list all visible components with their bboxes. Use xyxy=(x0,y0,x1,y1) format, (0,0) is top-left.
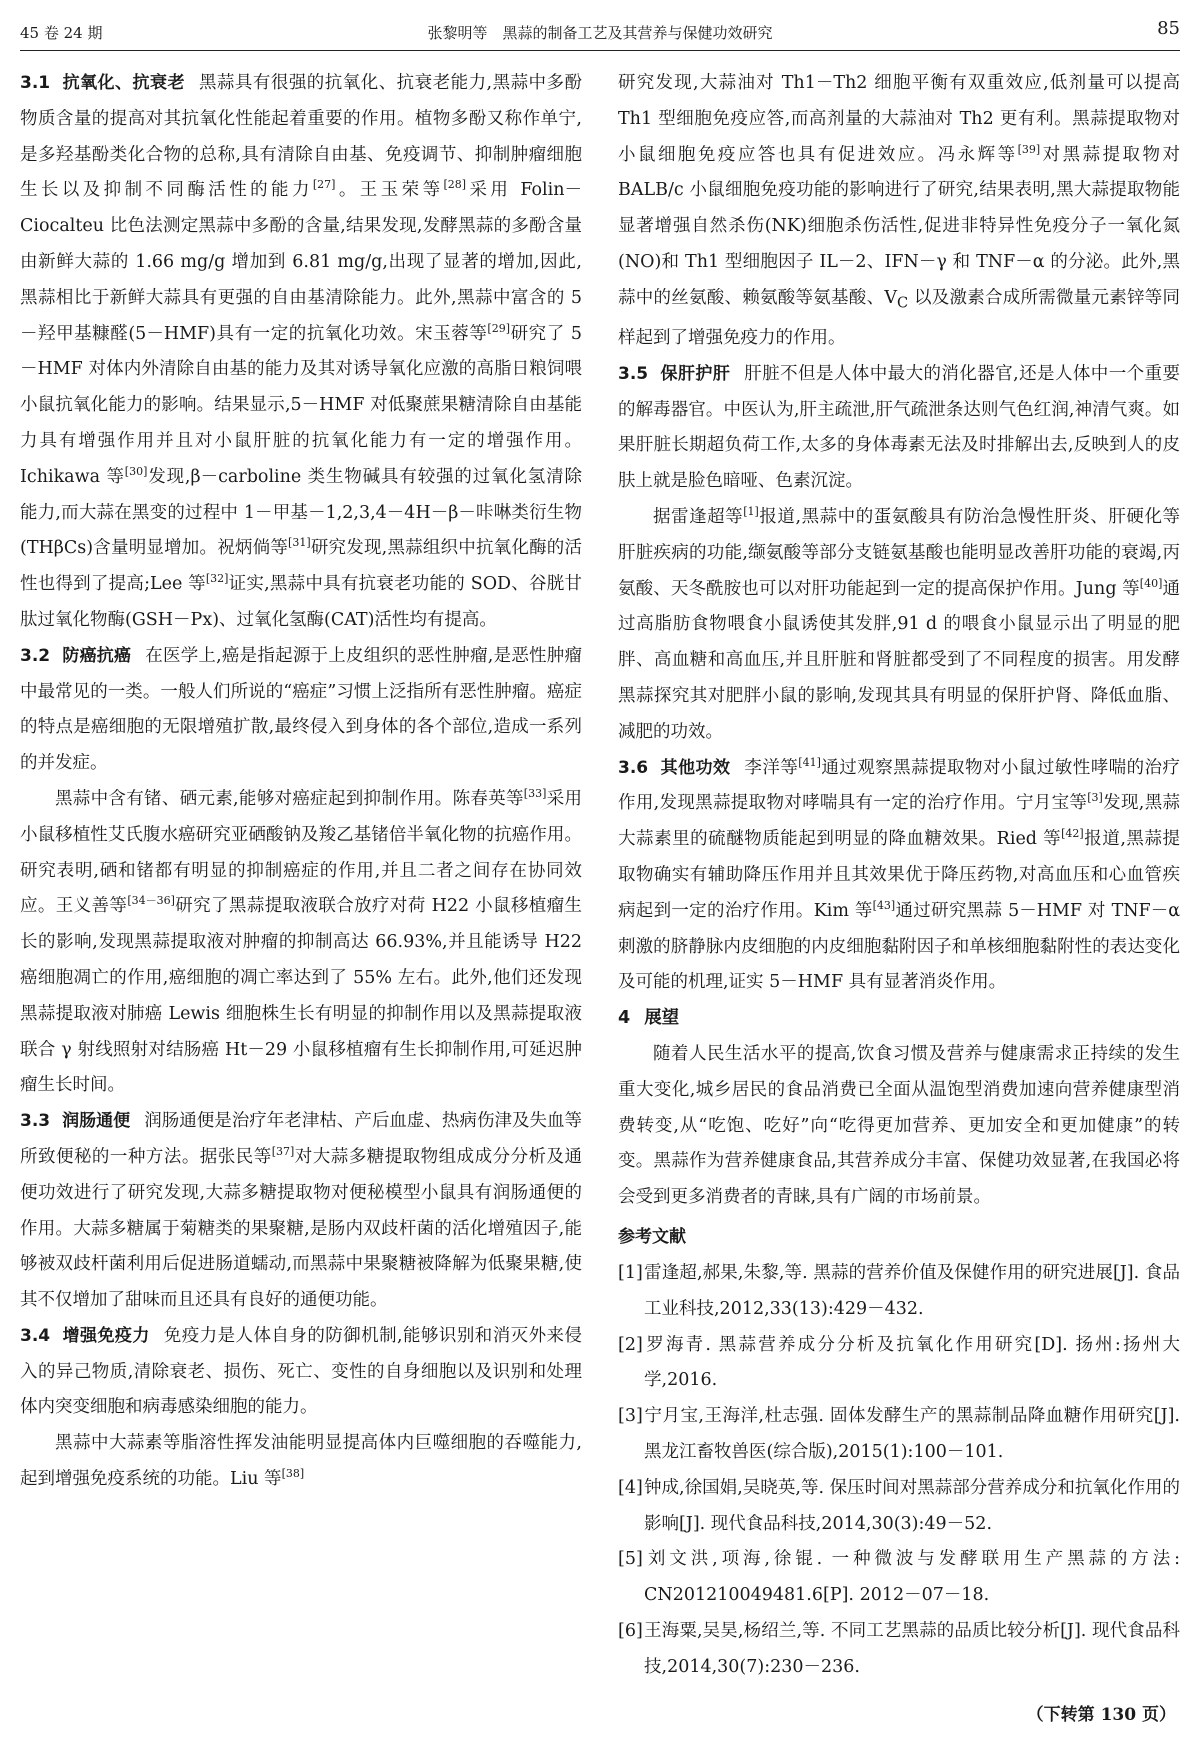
section-3-1: 3.1 抗氧化、抗衰老 黑蒜具有很强的抗氧化、抗衰老能力,黑蒜中多酚物质含量的提高对其抗氧化性能起着重要的作用。植物多酚又称作单宁,是多羟基酚类化合物的总称,具有清除自由基、免疫调节、抑制肿瘤细胞生长以及抑制不同酶活性的能力[27]。王玉荣等[28]采用 Folin－Ciocalteu 比色法测定黑蒜中多酚的含量,结果发现,发酵黑蒜的多酚含量由新鲜大蒜的 1.66 mg/g 增加到 6.81 mg/g,出现了显著的增加,因此,黑蒜相比于新鲜大蒜具有更强的自由基清除能力。此外,黑蒜中富含的 5－羟甲基糠醛(5－HMF)具有一定的抗氧化功效。宋玉蓉等[29]研究了 5－HMF 对体内外清除自由基的能力及其对诱导氧化应激的高脂日粮饲喂小鼠抗氧化能力的影响。结果显示,5－HMF 对低聚蔗果糖清除自由基能力具有增强作用并且对小鼠肝脏的抗氧化能力有一定的增强作用。Ichikawa 等[30]发现,β－carboline 类生物碱具有较强的过氧化氢清除能力,而大蒜在黑变的过程中 1－甲基－1,2,3,4－4H－β－咔啉类衍生物(THβCs)含量明显增加。祝炳倘等[31]研究发现,黑蒜组织中抗氧化酶的活性也得到了提高;Lee 等[32]证实,黑蒜中具有抗衰老功能的 SOD、谷胱甘肽过氧化物酶(GSH－Px)、过氧化氢酶(CAT)活性均有提高。 xyxy=(20,73,583,630)
paragraph: 随着人民生活水平的提高,饮食习惯及营养与健康需求正持续的发生重大变化,城乡居民的食品消费已全面从温饱型消费加速向营养健康型消费转变,从“吃饱、吃好”向“吃得更加营养、更加安全和更加健康”的转变。黑蒜作为营养健康食品,其营养成分丰富、保健功效显著,在我国必将会受到更多消费者的青睐,具有广阔的市场前景。 xyxy=(618,1044,1180,1208)
section-3-5: 3.5 保肝护肝 肝脏不但是人体中最大的消化器官,还是人体中一个重要的解毒器官。中医认为,肝主疏泄,肝气疏泄条达则气色红润,神清气爽。如果肝脏长期超负荷工作,太多的身体毒素无法及时排解出去,反映到人的皮肤上就是脸色暗哑、色素沉淀。 xyxy=(618,363,1181,492)
running-title: 张黎明等 黑蒜的制备工艺及其营养与保健功效研究 xyxy=(427,24,773,42)
reference-number: [4] xyxy=(618,1477,643,1498)
section-4-heading: 4 展望 xyxy=(618,1008,680,1029)
left-column xyxy=(20,66,582,1498)
reference-text: 罗海青. 黑蒜营养成分分析及抗氧化作用研究[D]. 扬州:扬州大学,2016. xyxy=(644,1334,1180,1391)
reference-number: [6] xyxy=(618,1620,643,1641)
section-3-6: 3.6 其他功效 李洋等[41]通过观察黑蒜提取物对小鼠过敏性哮喘的治疗作用,发现黑蒜提取物对哮喘具有一定的治疗作用。宁月宝等[3]发现,黑蒜大蒜素里的硫醚物质能起到明显的降血糖效果。Ried 等[42]报道,黑蒜提取物确实有辅助降压作用并且其效果优于降压药物,对高血压和心血管疾病起到一定的治疗作用。Kim 等[43]通过研究黑蒜 5－HMF 对 TNF－α 刺激的脐静脉内皮细胞的内皮细胞黏附因子和单核细胞黏附性的表达变化及可能的机理,证实 5－HMF 具有显著消炎作用。 xyxy=(618,755,1181,993)
citation: [27] xyxy=(312,178,336,192)
reference-text: 雷逢超,郝果,朱黎,等. 黑蒜的营养价值及保健作用的研究进展[J]. 食品工业科技,2012,33(13):429－432. xyxy=(644,1263,1180,1319)
reference-text: 钟成,徐国娟,吴晓英,等. 保压时间对黑蒜部分营养成分和抗氧化作用的影响[J]. 现代食品科技,2014,30(3):49－52. xyxy=(644,1477,1180,1534)
section-heading: 3.3 润肠通便 xyxy=(20,1111,131,1132)
citation: [30] xyxy=(124,464,148,478)
reference-list xyxy=(618,1256,1180,1686)
journal-issue: 45 卷 24 期 xyxy=(20,24,103,42)
section-heading: 3.2 防癌抗癌 xyxy=(20,645,132,666)
section-heading: 3.5 保肝护肝 xyxy=(618,363,731,384)
reference-item xyxy=(618,1399,1180,1471)
reference-text: 王海粟,吴昊,杨绍兰,等. 不同工艺黑蒜的品质比较分析[J]. 现代食品科技,2014,30(7):230－236. xyxy=(644,1620,1180,1677)
reference-number: [1] xyxy=(618,1263,643,1283)
reference-item xyxy=(618,1471,1180,1543)
right-column xyxy=(618,66,1180,1686)
citation: [3] xyxy=(1087,791,1103,805)
citation: [43] xyxy=(872,899,896,912)
section-3-4: 3.4 增强免疫力 免疫力是人体自身的防御机制,能够识别和消灭外来侵入的异己物质,清除衰老、损伤、死亡、变性的自身细胞以及识别和处理体内突变细胞和病毒感染细胞的能力。 xyxy=(20,1325,583,1418)
section-heading: 3.1 抗氧化、抗衰老 xyxy=(20,73,185,93)
reference-item xyxy=(618,1614,1180,1686)
citation: [38] xyxy=(281,1467,305,1481)
reference-item xyxy=(618,1256,1180,1328)
citation: [39] xyxy=(1017,142,1041,156)
reference-text: 宁月宝,王海洋,杜志强. 固体发酵生产的黑蒜制品降血糖作用研究[J]. 黑龙江畜牧兽医(综合版),2015(1):100－101. xyxy=(644,1406,1180,1462)
section-3-3: 3.3 润肠通便 润肠通便是治疗年老津枯、产后血虚、热病伤津及失血等所致便秘的一种方法。据张民等[37]对大蒜多糖提取物组成成分分析及通便功效进行了研究发现,大蒜多糖提取物对便秘模型小鼠具有润肠通便的作用。大蒜多糖属于菊糖类的果聚糖,是肠内双歧杆菌的活化增殖因子,能够被双歧杆菌利用后促进肠道蠕动,而黑蒜中果聚糖被降解为低聚果糖,使其不仅增加了甜味而且还具有良好的通便功能。 xyxy=(20,1111,583,1311)
page-number: 85 xyxy=(1157,18,1180,39)
citation: [40] xyxy=(1139,576,1163,590)
reference-item xyxy=(618,1542,1180,1614)
citation: [42] xyxy=(1061,827,1084,841)
section-heading: 3.4 增强免疫力 xyxy=(20,1325,150,1346)
paragraph: 据雷逢超等[1]报道,黑蒜中的蛋氨酸具有防治急慢性肝炎、肝硬化等肝脏疾病的功能,缬氨酸等部分支链氨基酸也能明显改善肝功能的衰竭,丙氨酸、天冬酰胺也可以对肝功能起到一定的提高保护作用。Jung 等[40]通过高脂肪食物喂食小鼠诱使其发胖,91 d 的喂食小鼠显示出了明显的肥胖、高血糖和高血压,并且肝脏和肾脏都受到了不同程度的损害。用发酵黑蒜探究其对肥胖小鼠的影响,发现其具有明显的保肝护肾、降低血脂、减肥的功效。 xyxy=(618,505,1181,742)
citation: [34－36] xyxy=(127,894,175,908)
citation: [41] xyxy=(798,755,821,769)
citation: [1] xyxy=(743,505,759,519)
paragraph-continued: 研究发现,大蒜油对 Th1－Th2 细胞平衡有双重效应,低剂量可以提高 Th1 型细胞免疫应答,而高剂量的大蒜油对 Th2 更有利。黑蒜提取物对小鼠细胞免疫应答也具有促进效应。冯永辉等[39]对黑蒜提取物对 BALB/c 小鼠细胞免疫功能的影响进行了研究,结果表明,黑大蒜提取物能显著增强自然杀伤(NK)细胞杀伤活性,促进非特异性免疫分子一氧化氮(NO)和 Th1 型细胞因子 IL－2、IFN－γ 和 TNF－α 的分泌。此外,黑蒜中的丝氨酸、赖氨酸等氨基酸、$V_C$ 以及激素合成所需微量元素锌等同样起到了增强免疫力的作用。 xyxy=(618,73,1181,349)
paragraph: 黑蒜中大蒜素等脂溶性挥发油能明显提高体内巨噬细胞的吞噬能力,起到增强免疫系统的功能。Liu 等[38] xyxy=(20,1433,582,1490)
paragraph: 黑蒜中含有锗、硒元素,能够对癌症起到抑制作用。陈春英等[33]采用小鼠移植性艾氏腹水癌研究亚硒酸钠及羧乙基锗倍半氧化物的抗癌作用。研究表明,硒和锗都有明显的抑制癌症的作用,并且二者之间存在协同效应。王义善等[34－36]研究了黑蒜提取液联合放疗对荷 H22 小鼠移植瘤生长的影响,发现黑蒜提取液对肿瘤的抑制高达 66.93%,并且能诱导 H22 癌细胞凋亡的作用,癌细胞的凋亡率达到了 55% 左右。此外,他们还发现黑蒜提取液对肺癌 Lewis 细胞株生长有明显的抑制作用以及黑蒜提取液联合 γ 射线照射对结肠癌 Ht－29 小鼠移植瘤有生长抑制作用,可延迟肿瘤生长时间。 xyxy=(20,787,583,1096)
continued-note: （下转第 130 页） xyxy=(1026,1705,1176,1725)
references-heading: 参考文献 xyxy=(618,1227,686,1247)
reference-text: 刘文洪,项海,徐锟. 一种微波与发酵联用生产黑蒜的方法: CN201210049481.6[P]. 2012－07－18. xyxy=(644,1549,1180,1606)
reference-number: [3] xyxy=(618,1406,643,1427)
citation: [28] xyxy=(443,178,467,192)
section-3-2: 3.2 防癌抗癌 在医学上,癌是指起源于上皮组织的恶性肿瘤,是恶性肿瘤中最常见的一类。一般人们所说的“癌症”习惯上泛指所有恶性肿瘤。癌症的特点是癌细胞的无限增殖扩散,最终侵入到身体的各个部位,造成一系列的并发症。 xyxy=(20,645,582,774)
reference-number: [5] xyxy=(618,1549,643,1570)
citation: [31] xyxy=(288,536,311,550)
reference-item xyxy=(618,1328,1180,1400)
citation: [29] xyxy=(487,321,511,335)
citation: [32] xyxy=(205,572,229,586)
citation: [37] xyxy=(271,1145,295,1159)
section-heading: 3.6 其他功效 xyxy=(618,757,731,778)
page-header xyxy=(20,10,1180,51)
reference-number: [2] xyxy=(618,1334,643,1355)
citation: [33] xyxy=(523,787,547,801)
